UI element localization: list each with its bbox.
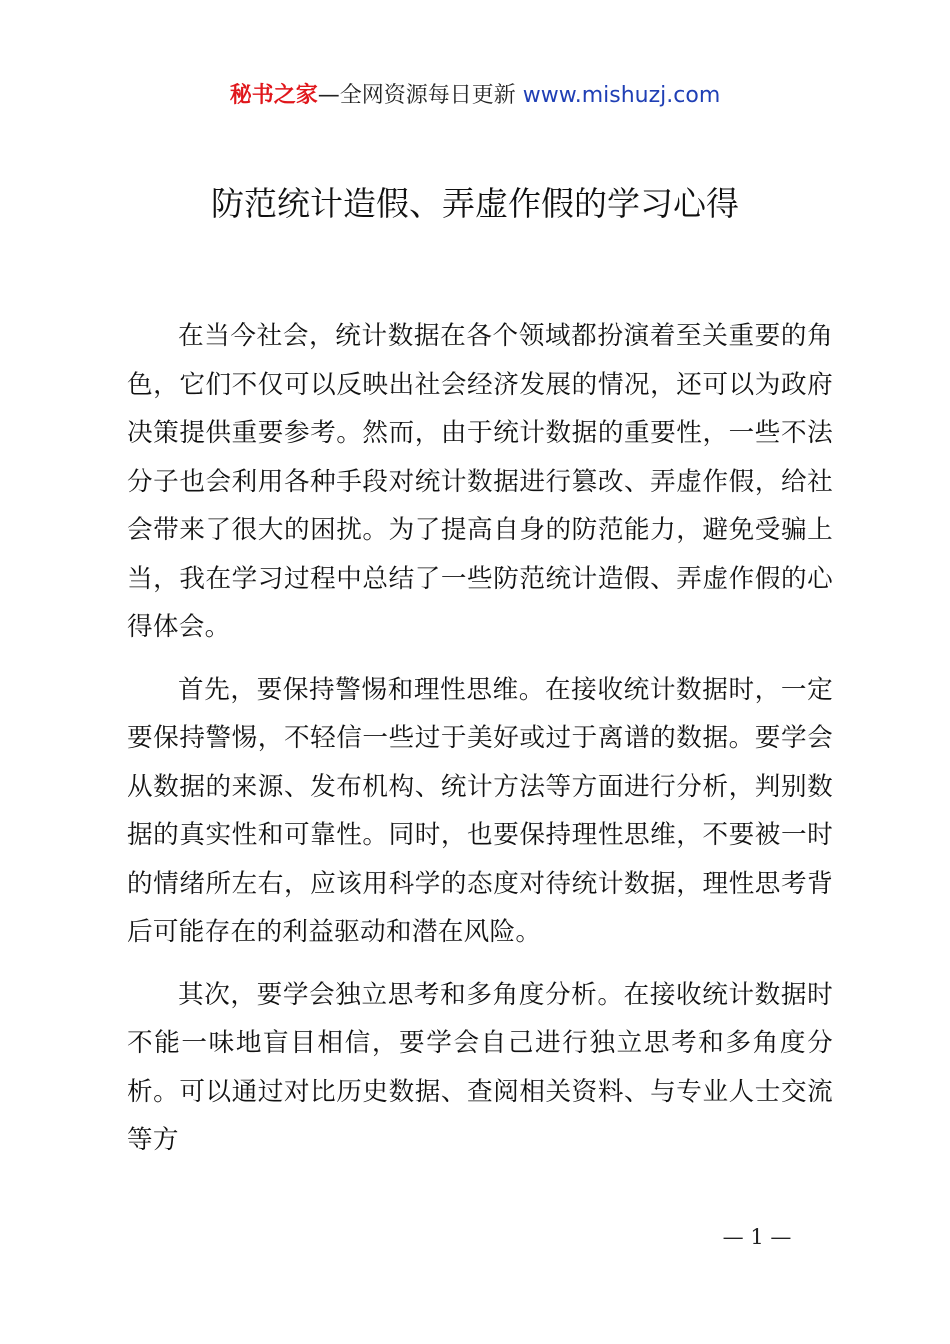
paragraph-2: 首先，要保持警惕和理性思维。在接收统计数据时，一定要保持警惕，不轻信一些过于美好或过于离谱的数据。要学会从数据的来源、发布机构、统计方法等方面进行分析，判别数据的真实性和可靠性。同时，也要保持理性思维，不要被一时的情绪所左右，应该用科学的态度对待统计数据，理性思考背后可能存在的利益驱动和潜在风险。 [127, 674, 833, 947]
paragraph-3: 其次，要学会独立思考和多角度分析。在接收统计数据时不能一味地盲目相信，要学会自己进行独立思考和多角度分析。可以通过对比历史数据、查阅相关资料、与专业人士交流等方 [127, 979, 833, 1155]
header-tagline: —全网资源每日更新 [317, 83, 516, 108]
page-number: — 1 — [722, 1225, 792, 1249]
site-url-link[interactable]: www.mishuzj.com [522, 83, 721, 108]
paragraph-1: 在当今社会，统计数据在各个领域都扮演着至关重要的角色，它们不仅可以反映出社会经济发展的情况，还可以为政府决策提供重要参考。然而，由于统计数据的重要性，一些不法分子也会利用各种手段对统计数据进行篡改、弄虚作假，给社会带来了很大的困扰。为了提高自身的防范能力，避免受骗上当，我在学习过程中总结了一些防范统计造假、弄虚作假的心得体会。 [127, 321, 833, 642]
document-body [127, 312, 833, 1165]
site-header [0, 78, 950, 114]
document-title: 防范统计造假、弄虚作假的学习心得 [211, 184, 739, 223]
brand-name: 秘书之家 [229, 83, 318, 108]
